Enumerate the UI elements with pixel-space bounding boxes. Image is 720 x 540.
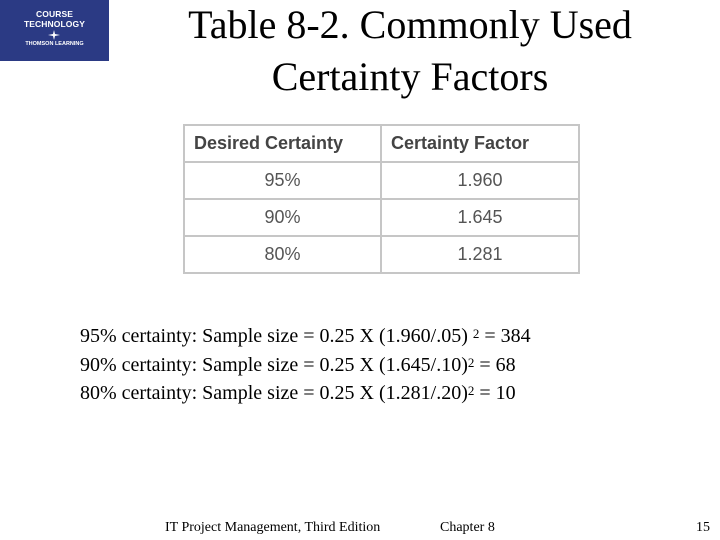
footer-chapter: Chapter 8 — [440, 520, 495, 535]
slide-title-line-2: Certainty Factors — [271, 54, 549, 99]
table-row — [184, 199, 579, 236]
slide-title — [110, 0, 710, 102]
exponent: 2 — [467, 354, 475, 370]
header-desired-certainty: Desired Certainty — [184, 125, 381, 162]
cell-desired-certainty: 80% — [184, 236, 381, 273]
calculation-result: = 68 — [474, 353, 516, 376]
course-technology-logo — [0, 0, 109, 61]
cell-desired-certainty: 90% — [184, 199, 381, 236]
table-row — [184, 236, 579, 273]
exponent: 2 — [472, 326, 480, 341]
cell-certainty-factor: 1.960 — [381, 162, 579, 199]
table-header-row — [184, 125, 579, 162]
exponent: 2 — [467, 383, 475, 398]
logo-line-technology: TECHNOLOGY — [24, 19, 85, 29]
calculation-text: 80% certainty: Sample size = 0.25 X (1.281/.20) — [80, 382, 468, 404]
cell-desired-certainty: 95% — [184, 162, 381, 199]
table-row — [184, 162, 579, 199]
calculation-line — [80, 351, 531, 380]
cell-certainty-factor: 1.645 — [381, 199, 579, 236]
star-icon — [48, 30, 60, 40]
calculation-text: 90% certainty: Sample size = 0.25 X (1.645/.10) — [80, 353, 468, 376]
sample-size-calculations — [80, 322, 531, 408]
page-number: 15 — [696, 520, 710, 535]
calculation-line — [80, 322, 531, 351]
header-certainty-factor: Certainty Factor — [381, 125, 579, 162]
cell-certainty-factor: 1.281 — [381, 236, 579, 273]
logo-line-thomson: THOMSON LEARNING — [25, 41, 84, 47]
calculation-text: 95% certainty: Sample size = 0.25 X (1.960/.05) — [80, 325, 473, 347]
slide-title-line-1: Table 8-2. Commonly Used — [188, 2, 632, 47]
calculation-result: = 384 — [479, 325, 531, 347]
calculation-line — [80, 379, 531, 408]
footer-book-title: IT Project Management, Third Edition — [165, 520, 381, 535]
certainty-factor-table — [183, 124, 580, 274]
logo-line-course: COURSE — [36, 9, 73, 19]
calculation-result: = 10 — [474, 382, 516, 404]
